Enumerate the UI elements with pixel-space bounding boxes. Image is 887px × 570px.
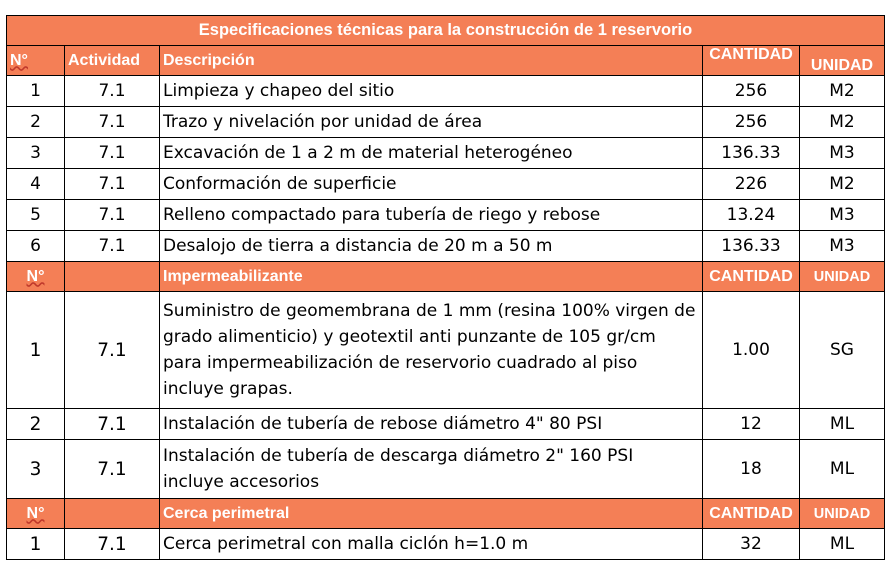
table-row [7,200,885,231]
cell-unidad: ML [800,409,885,440]
cell-cantidad: 256 [703,107,800,138]
cell-actividad: 7.1 [65,409,160,440]
cell-actividad: 7.1 [65,292,160,409]
header-no: N° [7,262,65,292]
cell-cantidad: 226 [703,169,800,200]
cell-actividad: 7.1 [65,440,160,499]
cell-unidad: M3 [800,138,885,169]
cell-actividad: 7.1 [65,169,160,200]
table-row [7,231,885,262]
table-row [7,292,885,409]
cell-actividad: 7.1 [65,200,160,231]
cell-no: 1 [7,76,65,107]
header-actividad: Actividad [65,46,160,76]
table-row [7,409,885,440]
header-descripcion: Impermeabilizante [160,262,703,292]
header-cantidad: CANTIDAD [703,499,800,529]
cell-descripcion: Suministro de geomembrana de 1 mm (resina 100% virgen de grado alimenticio) y geotextil anti punzante de 105 gr/cm para impermeabilización de reservorio cuadrado al piso incluye grapas. [160,292,703,409]
cell-cantidad: 32 [703,529,800,560]
cell-no: 6 [7,231,65,262]
table-row [7,440,885,499]
cell-actividad: 7.1 [65,76,160,107]
spec-table [6,15,885,560]
cell-unidad: M2 [800,107,885,138]
cell-descripcion: Trazo y nivelación por unidad de área [160,107,703,138]
section-header-row [7,46,885,76]
cell-descripcion: Limpieza y chapeo del sitio [160,76,703,107]
cell-unidad: ML [800,440,885,499]
cell-descripcion: Cerca perimetral con malla ciclón h=1.0 m [160,529,703,560]
cell-unidad: M3 [800,231,885,262]
table-row [7,76,885,107]
header-unidad: UNIDAD [800,46,885,76]
cell-cantidad: 136.33 [703,138,800,169]
cell-no: 4 [7,169,65,200]
cell-no: 2 [7,409,65,440]
cell-cantidad: 13.24 [703,200,800,231]
section-header-row [7,499,885,529]
header-descripcion: Descripción [160,46,703,76]
table-row [7,107,885,138]
cell-no: 1 [7,292,65,409]
header-cantidad: CANTIDAD [703,46,800,76]
cell-actividad: 7.1 [65,107,160,138]
cell-descripcion: Instalación de tubería de rebose diámetro 4" 80 PSI [160,409,703,440]
section-header-row [7,262,885,292]
table-row [7,138,885,169]
cell-unidad: ML [800,529,885,560]
header-no: N° [7,499,65,529]
cell-descripcion: Desalojo de tierra a distancia de 20 m a 50 m [160,231,703,262]
cell-descripcion: Instalación de tubería de descarga diámetro 2" 160 PSI incluye accesorios [160,440,703,499]
cell-no: 1 [7,529,65,560]
header-no: N° [7,46,65,76]
title-row [7,16,885,46]
header-cantidad: CANTIDAD [703,262,800,292]
cell-no: 3 [7,440,65,499]
cell-no: 5 [7,200,65,231]
cell-actividad: 7.1 [65,138,160,169]
cell-cantidad: 12 [703,409,800,440]
header-actividad [65,499,160,529]
header-actividad [65,262,160,292]
cell-no: 3 [7,138,65,169]
cell-descripcion: Conformación de superficie [160,169,703,200]
header-unidad: UNIDAD [800,499,885,529]
header-unidad: UNIDAD [800,262,885,292]
header-descripcion: Cerca perimetral [160,499,703,529]
cell-unidad: M2 [800,169,885,200]
cell-cantidad: 256 [703,76,800,107]
cell-actividad: 7.1 [65,529,160,560]
cell-cantidad: 136.33 [703,231,800,262]
cell-descripcion: Excavación de 1 a 2 m de material heterogéneo [160,138,703,169]
cell-unidad: M3 [800,200,885,231]
cell-unidad: M2 [800,76,885,107]
table-title: Especificaciones técnicas para la construcción de 1 reservorio [7,16,885,46]
cell-cantidad: 1.00 [703,292,800,409]
cell-cantidad: 18 [703,440,800,499]
cell-unidad: SG [800,292,885,409]
table-row [7,169,885,200]
cell-no: 2 [7,107,65,138]
cell-actividad: 7.1 [65,231,160,262]
table-row [7,529,885,560]
cell-descripcion: Relleno compactado para tubería de riego y rebose [160,200,703,231]
